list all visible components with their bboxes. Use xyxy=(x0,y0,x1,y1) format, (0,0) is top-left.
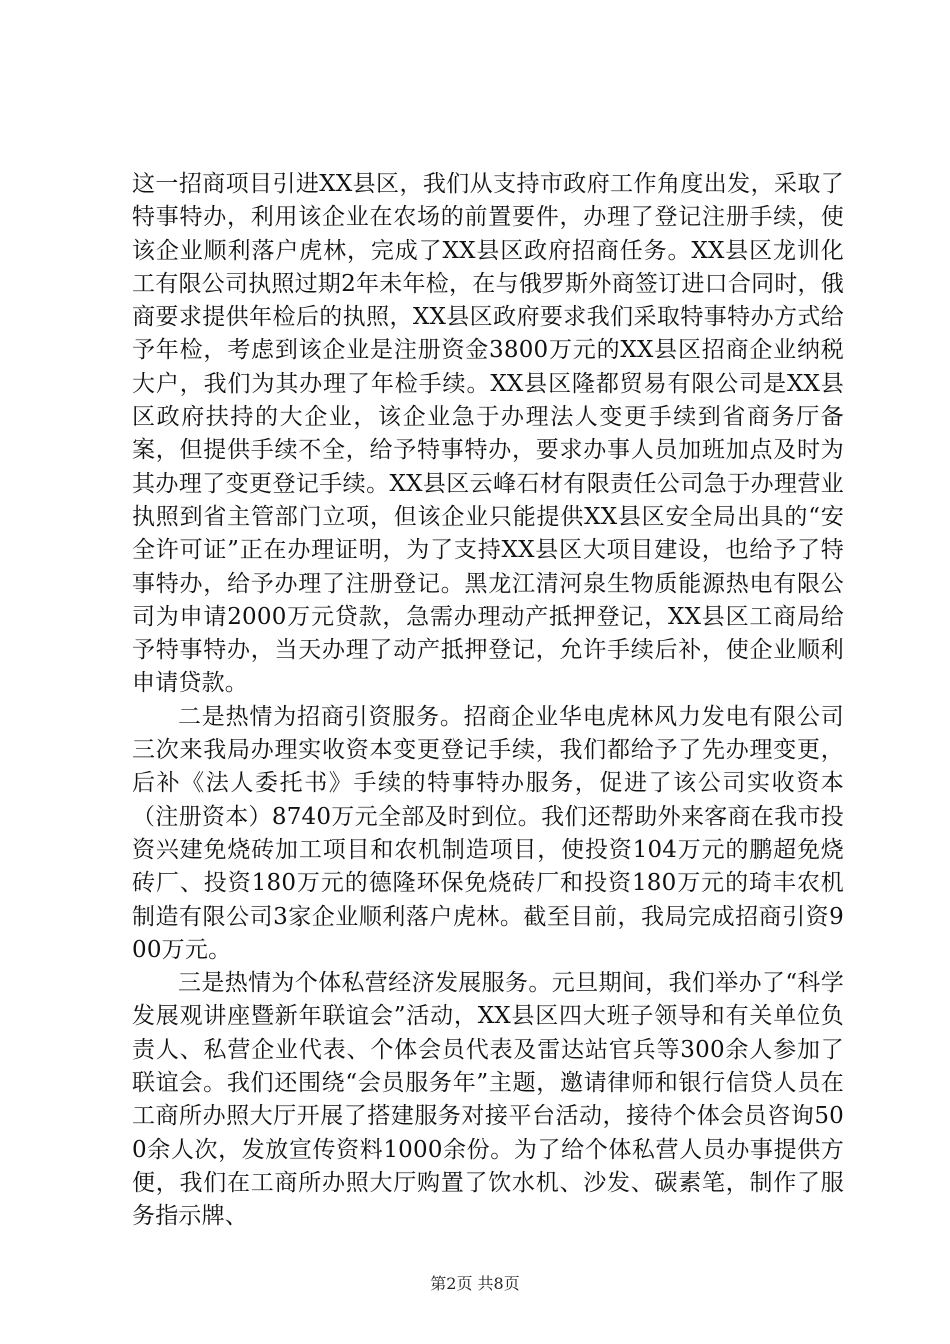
page-number-label: 第2页 共8页 xyxy=(430,1274,520,1293)
paragraph-2: 二是热情为招商引资服务。招商企业华电虎林风力发电有限公司三次来我局办理实收资本变更登记手续，我们都给予了先办理变更，后补《法人委托书》手续的特事特办服务，促进了该公司实收资本（注册资本）8740万元全部及时到位。我们还帮助外来客商在我市投资兴建免烧砖加工项目和农机制造项目，使投资104万元的鹏超免烧砖厂、投资180万元的德隆环保免烧砖厂和投资180万元的琦丰农机制造有限公司3家企业顺利落户虎林。截至目前，我局完成招商引资900万元。 xyxy=(132,703,844,963)
page-footer xyxy=(0,1274,950,1294)
paragraph-3: 三是热情为个体私营经济发展服务。元旦期间，我们举办了“科学发展观讲座暨新年联谊会”活动，XX县区四大班子领导和有关单位负责人、私营企业代表、个体会员代表及雷达站官兵等300余人参加了联谊会。我们还围绕“会员服务年”主题，邀请律师和银行信贷人员在工商所办照大厅开展了搭建服务对接平台活动，接待个体会员咨询500余人次，发放宣传资料1000余份。为了给个体私营人员办事提供方便，我们在工商所办照大厅购置了饮水机、沙发、碳素笔，制作了服务指示牌、 xyxy=(132,970,844,1230)
paragraph-1: 这一招商项目引进XX县区，我们从支持市政府工作角度出发，采取了特事特办，利用该企业在农场的前置要件，办理了登记注册手续，使该企业顺利落户虎林，完成了XX县区政府招商任务。XX县区龙训化工有限公司执照过期2年未年检，在与俄罗斯外商签订进口合同时，俄商要求提供年检后的执照，XX县区政府要求我们采取特事特办方式给予年检，考虑到该企业是注册资金3800万元的XX县区招商企业纳税大户，我们为其办理了年检手续。XX县区隆都贸易有限公司是XX县区政府扶持的大企业，该企业急于办理法人变更手续到省商务厅备案，但提供手续不全，给予特事特办，要求办事人员加班加点及时为其办理了变更登记手续。XX县区云峰石材有限责任公司急于办理营业执照到省主管部门立项，但该企业只能提供XX县区安全局出具的“安全许可证”正在办理证明，为了支持XX县区大项目建设，也给予了特事特办，给予办理了注册登记。黑龙江清河泉生物质能源热电有限公司为申请2000万元贷款，急需办理动产抵押登记，XX县区工商局给予特事特办，当天办理了动产抵押登记，允许手续后补，使企业顺利申请贷款。 xyxy=(132,171,844,697)
document-body xyxy=(132,168,844,1234)
